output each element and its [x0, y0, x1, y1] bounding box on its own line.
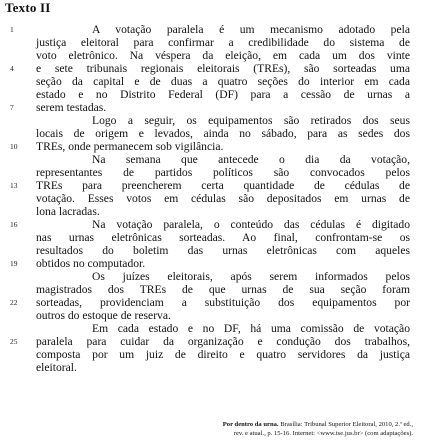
text-line: Logo a seguir, os equipamentos são retirados dos seus	[92, 114, 410, 127]
text-line: TREs para preencherem certa quantidade de cédulas de	[36, 179, 410, 192]
text-line: Os juízes eleitorais, após serem informados pelos	[92, 270, 410, 283]
line-number: 22	[10, 298, 18, 307]
text-line: justiça eleitoral para confirmar a credibilidade do sistema de	[36, 36, 410, 49]
text-line: composta por um juiz de direito e quatro servidores da justiça	[36, 348, 410, 361]
citation-publisher: Brasília: Tribunal Superior Eleitoral, 2010, 2.ª ed.,	[278, 421, 413, 428]
text-line: sorteadas, providenciam a substituição dos equipamentos por	[36, 296, 410, 309]
line-number: 25	[10, 337, 18, 346]
text-line: obtidos no computador.	[36, 257, 146, 270]
line-number: 10	[10, 142, 18, 151]
text-line: lona lacradas.	[36, 205, 100, 218]
text-line: votação. Esses votos em cédulas são depositados em urnas de	[36, 192, 410, 205]
text-line: resultados do boletim das urnas eletrônicas com aqueles	[36, 244, 410, 257]
text-line: Na votação paralela, o conteúdo das cédulas é digitado	[92, 218, 410, 231]
text-line: magistrados dos TREs de que urnas de sua seção foram	[36, 283, 410, 296]
text-line: TREs, onde permanecem sob vigilância.	[36, 140, 224, 153]
text-line: seção da capital e de duas a quatro seções do interior em cada	[36, 75, 410, 88]
text-line: e sete tribunais regionais eleitorais (TREs), são sorteadas uma	[36, 62, 410, 75]
line-number: 16	[10, 220, 18, 229]
line-number: 7	[10, 103, 14, 112]
text-line: Na semana que antecede o dia da votação,	[92, 153, 410, 166]
source-citation	[0, 420, 413, 438]
line-number: 13	[10, 181, 18, 190]
citation-line-1	[0, 420, 413, 429]
text-line: voto eletrônico. Na véspera da eleição, em cada um dos vinte	[36, 49, 410, 62]
citation-title: Por dentro da urna.	[222, 421, 279, 428]
text-line: representantes de partidos políticos são convocados pelos	[36, 166, 410, 179]
text-line: nas urnas eletrônicas sorteadas. Ao final, confrontam-se os	[36, 231, 410, 244]
text-line: eleitoral.	[36, 361, 77, 374]
text-line: estado e no Distrito Federal (DF) para a cessão de urnas a	[36, 88, 410, 101]
line-number: 4	[10, 64, 14, 73]
citation-line-2: rev. e atual., p. 15-16. Internet: <www.tse.jus.br> (com adaptações).	[233, 430, 413, 437]
text-line: locais de origem e levados, ainda no sábado, para as sedes dos	[36, 127, 410, 140]
text-line: outros do estoque de reserva.	[36, 309, 171, 322]
line-number: 19	[10, 259, 18, 268]
text-line: Em cada estado e no DF, há uma comissão de votação	[92, 322, 410, 335]
document-title: Texto II	[5, 0, 51, 15]
text-line: A votação paralela é um mecanismo adotado pela	[92, 23, 410, 36]
line-number: 1	[10, 25, 14, 34]
text-line: paralela para cuidar da organização e condução dos trabalhos,	[36, 335, 410, 348]
text-line: serem testadas.	[36, 101, 107, 114]
